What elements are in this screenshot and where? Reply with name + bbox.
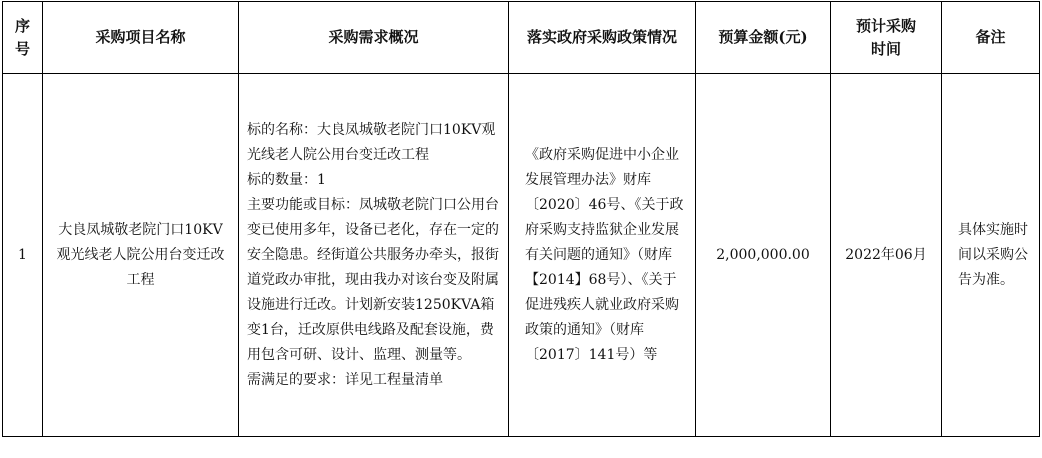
needs-line-name: 标的名称：大良凤城敬老院门口10KV观光线老人院公用台变迁改工程 xyxy=(247,121,496,163)
needs-line-requirement: 需满足的要求：详见工程量清单 xyxy=(247,371,443,388)
row-budget: 2,000,000.00 xyxy=(696,74,831,437)
header-row xyxy=(3,2,1040,74)
header-no: 序号 xyxy=(3,2,43,74)
header-needs: 采购需求概况 xyxy=(239,2,509,74)
row-time: 2022年06月 xyxy=(831,74,942,437)
row-no: 1 xyxy=(3,74,43,437)
procurement-table xyxy=(2,1,1040,437)
header-budget: 预算金额(元) xyxy=(696,2,831,74)
row-needs xyxy=(239,74,509,437)
header-project-name: 采购项目名称 xyxy=(43,2,239,74)
header-policy: 落实政府采购政策情况 xyxy=(509,2,696,74)
header-remark: 备注 xyxy=(942,2,1040,74)
row-remark: 具体实施时间以采购公告为准。 xyxy=(942,74,1040,437)
header-time: 预计采购时间 xyxy=(831,2,942,74)
row-project-name: 大良凤城敬老院门口10KV观光线老人院公用台变迁改工程 xyxy=(43,74,239,437)
table-row xyxy=(3,74,1040,437)
needs-line-goal: 主要功能或目标：凤城敬老院门口公用台变已使用多年，设备已老化，存在一定的安全隐患。经街道公共服务办牵头，报街道党政办审批，现由我办对该台变及附属设施进行迁改。计划新安装1250KVA箱变1台，迁改原供电线路及配套设施，费用包含可研、设计、监理、测量等。 xyxy=(247,196,499,363)
needs-line-quantity: 标的数量：1 xyxy=(247,171,326,188)
row-policy: 《政府采购促进中小企业发展管理办法》财库〔2020〕46号、《关于政府采购支持监狱企业发展有关问题的通知》（财库【2014】68号）、《关于促进残疾人就业政府采购政策的通知》（财库〔2017〕141号）等 xyxy=(509,74,696,437)
